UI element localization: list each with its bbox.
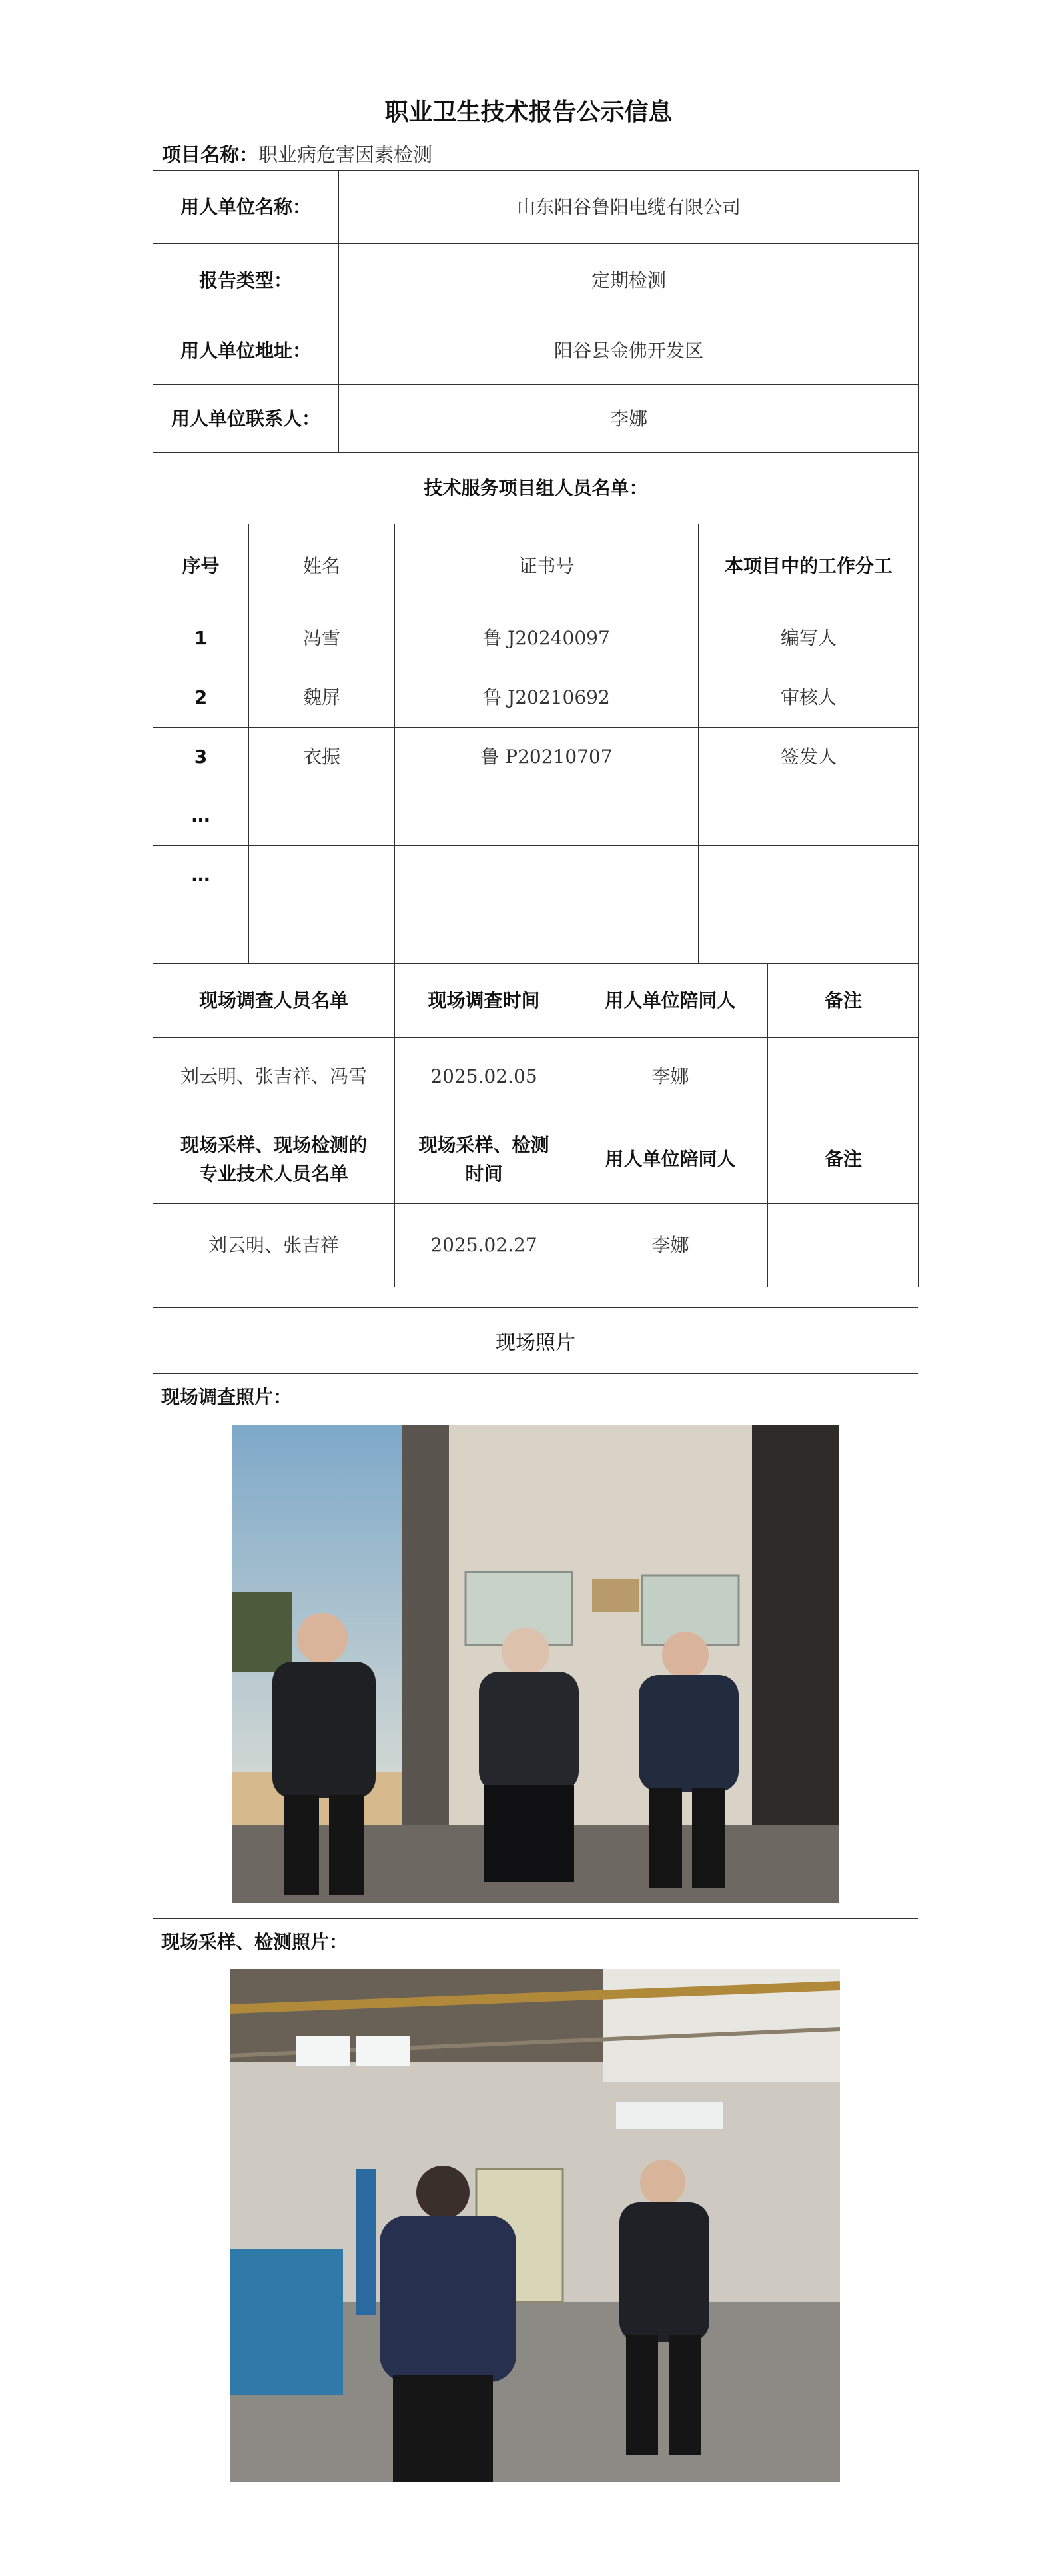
sampling-header-row [153, 1115, 919, 1204]
row-cert [395, 786, 699, 846]
row-name: 衣振 [249, 728, 395, 786]
row-no: … [153, 786, 249, 846]
row-cert [395, 846, 699, 904]
row-name: 冯雪 [249, 608, 395, 668]
survey-col-note: 备注 [768, 964, 919, 1038]
unit-info-table [153, 170, 919, 524]
survey-people: 刘云明、张吉祥、冯雪 [153, 1038, 395, 1115]
sampling-people: 刘云明、张吉祥 [153, 1204, 395, 1287]
row-role [699, 904, 919, 964]
table-row [153, 786, 919, 846]
sampling-photo [230, 1969, 840, 2482]
photo-divider [153, 1918, 918, 1919]
row-cert [395, 904, 699, 964]
sampling-time: 2025.02.27 [395, 1204, 573, 1287]
sampling-row [153, 1204, 919, 1287]
info-row [153, 385, 919, 453]
survey-col-time: 现场调查时间 [395, 964, 573, 1038]
row-name [249, 904, 395, 964]
row-role: 编写人 [699, 608, 919, 668]
sampling-note [768, 1204, 919, 1287]
col-cert: 证书号 [395, 524, 699, 608]
row-no: 1 [153, 608, 249, 668]
table-row [153, 728, 919, 786]
team-heading: 技术服务项目组人员名单： [153, 453, 919, 524]
table-row [153, 904, 919, 964]
row-no: 3 [153, 728, 249, 786]
row-role [699, 786, 919, 846]
survey-col-people: 现场调查人员名单 [153, 964, 395, 1038]
team-heading-row [153, 453, 919, 524]
col-no: 序号 [153, 524, 249, 608]
survey-note [768, 1038, 919, 1115]
row-name [249, 786, 395, 846]
team-header-row [153, 524, 919, 608]
sampling-col-people-line2: 专业技术人员名单 [198, 1163, 348, 1185]
row-role [699, 846, 919, 904]
project-name-value: 职业病危害因素检测 [258, 143, 433, 166]
row-no: 2 [153, 668, 249, 728]
col-name: 姓名 [249, 524, 395, 608]
sampling-col-people [153, 1115, 395, 1204]
unit-contact-value: 李娜 [339, 385, 919, 453]
row-cert: 鲁 J20240097 [395, 608, 699, 668]
sampling-col-time [395, 1115, 573, 1204]
report-type-label: 报告类型： [153, 244, 339, 317]
project-name [162, 140, 432, 167]
sampling-col-people-line1: 现场采样、现场检测的 [180, 1133, 367, 1156]
table-row [153, 668, 919, 728]
survey-photo [232, 1425, 839, 1903]
site-photos-heading: 现场照片 [153, 1308, 918, 1374]
project-name-label: 项目名称： [162, 143, 259, 166]
unit-name-label: 用人单位名称： [153, 171, 339, 244]
sampling-col-time-line1: 现场采样、检测 [418, 1133, 549, 1156]
unit-address-label: 用人单位地址： [153, 317, 339, 385]
sampling-col-note: 备注 [768, 1115, 919, 1204]
info-row [153, 171, 919, 244]
row-cert: 鲁 J20210692 [395, 668, 699, 728]
row-role: 签发人 [699, 728, 919, 786]
survey-col-escort: 用人单位陪同人 [573, 964, 768, 1038]
row-name [249, 846, 395, 904]
survey-row [153, 1038, 919, 1115]
report-type-value: 定期检测 [339, 244, 919, 317]
survey-photo-label: 现场调查照片： [161, 1386, 292, 1408]
team-table [153, 524, 919, 964]
row-no [153, 904, 249, 964]
unit-contact-label: 用人单位联系人： [153, 385, 339, 453]
survey-time: 2025.02.05 [395, 1038, 573, 1115]
table-row [153, 608, 919, 668]
unit-name-value: 山东阳谷鲁阳电缆有限公司 [339, 171, 919, 244]
sampling-col-time-line2: 时间 [465, 1163, 503, 1185]
info-row [153, 317, 919, 385]
table-row [153, 846, 919, 904]
sampling-col-escort: 用人单位陪同人 [573, 1115, 768, 1204]
survey-escort: 李娜 [573, 1038, 768, 1115]
unit-address-value: 阳谷县金佛开发区 [339, 317, 919, 385]
row-cert: 鲁 P20210707 [395, 728, 699, 786]
survey-table [153, 963, 919, 1287]
col-role: 本项目中的工作分工 [699, 524, 919, 608]
page-title: 职业卫生技术报告公示信息 [384, 99, 673, 126]
sampling-escort: 李娜 [573, 1204, 768, 1287]
survey-header-row [153, 964, 919, 1038]
sampling-photo-label: 现场采样、检测照片： [161, 1931, 348, 1953]
row-no: … [153, 846, 249, 904]
info-row [153, 244, 919, 317]
row-name: 魏屏 [249, 668, 395, 728]
row-role: 审核人 [699, 668, 919, 728]
site-photos-section [153, 1307, 918, 2507]
